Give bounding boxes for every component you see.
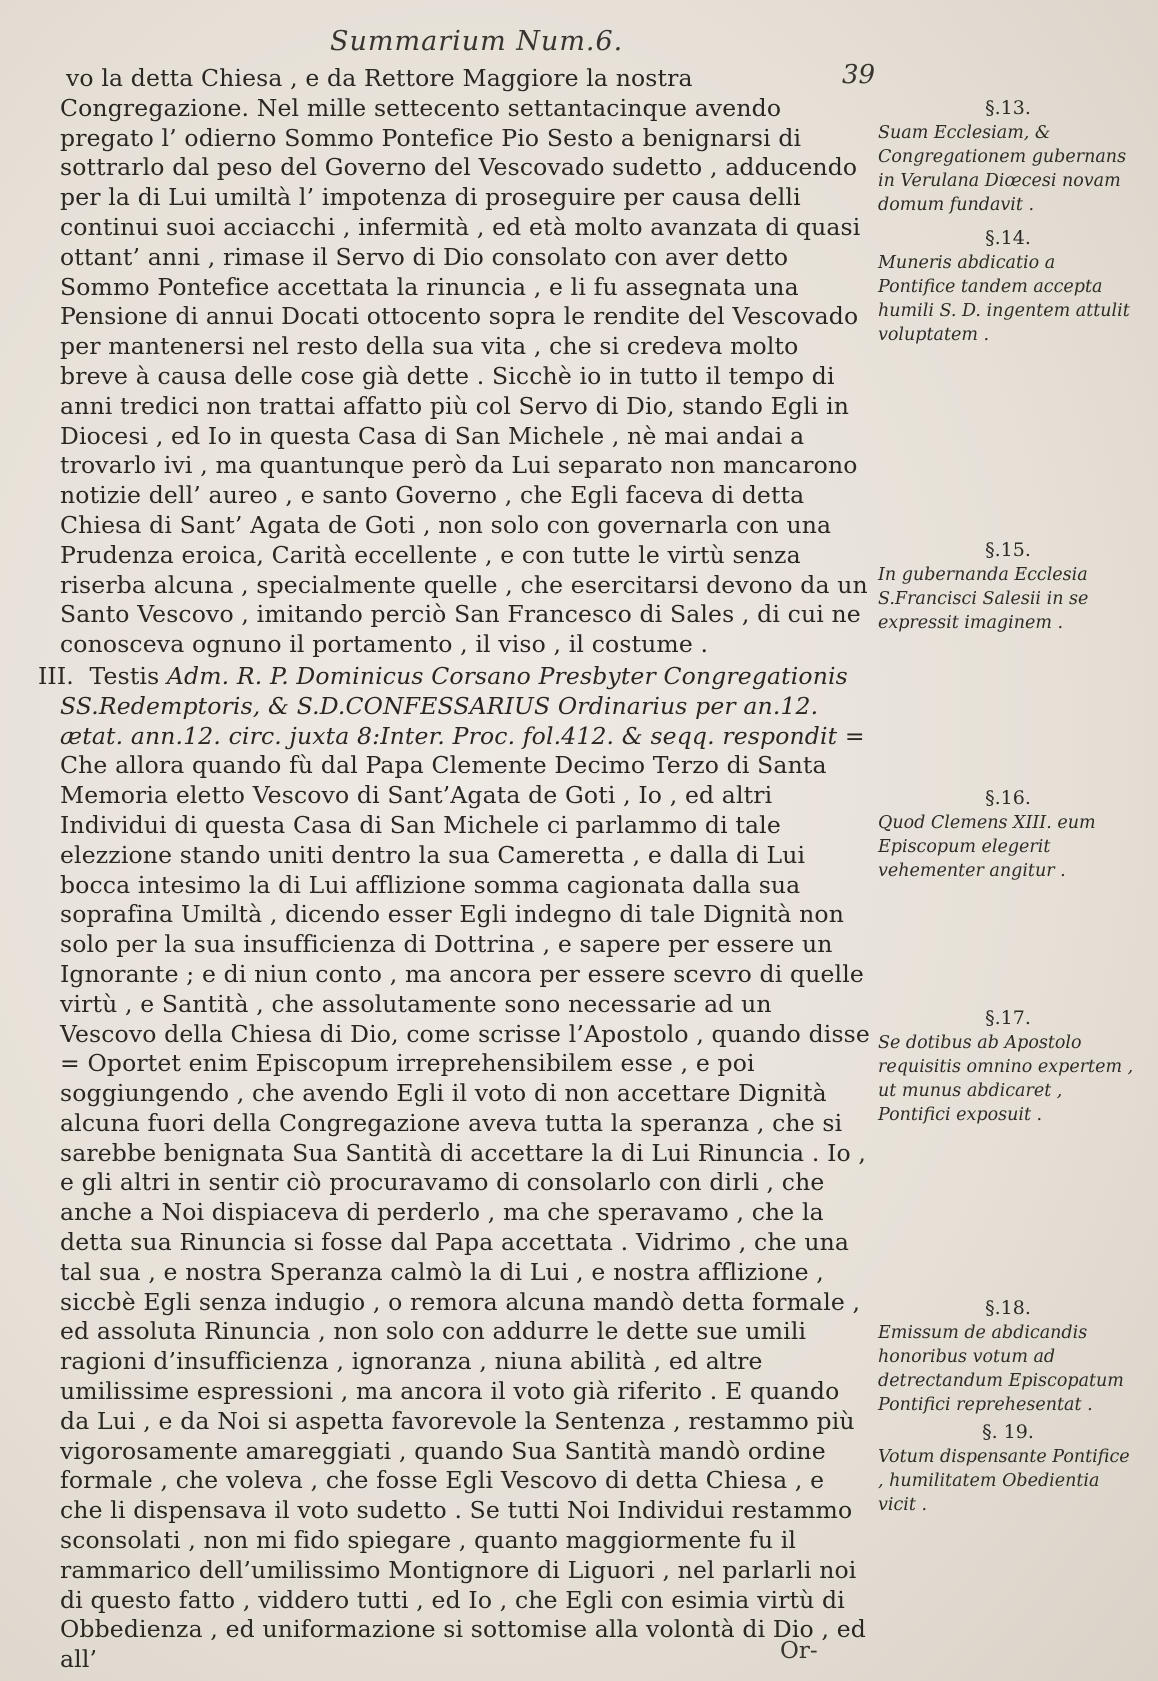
paragraph-1: vo la detta Chiesa , e da Rettore Maggiore la nostra Congregazione. Nel mille settecento settantacinque avendo pregato l’ odierno Sommo Pontefice Pio Sesto a benignarsi di sottrarlo dal peso del Governo del Vescovado sudetto , adducendo per la di Lui umiltà l’ impotenza di proseguire per causa delli continui suoi acciacchi , infermità , ed età molto avanzata di quasi ottant’ anni , rimase il Servo di Dio consolato con aver detto Sommo Pontefice accettata la rinuncia , e li fu assegnata una Pensione di annui Docati ottocento sopra le rendite del Vescovado per mantenersi nel resto della sua vita , che si credeva molto breve à causa delle cose già dette . Sicchè io in tutto il tempo di anni tredici non trattai affatto più col Servo di Dio, stando Egli in Diocesi , ed Io in questa Casa di San Michele , nè mai andai a trovarlo ivi , ma quantunque però da Lui separato non mancarono notizie dell’ aureo , e santo Governo , che Egli faceva di detta Chiesa di Sant’ Agata de Goti , non solo con governarla con una Prudenza eroica, Carità eccellente , e con tutte le virtù senza riserba alcuna , specialmente quelle , che esercitarsi devono da un Santo Vescovo , imitando perciò San Francesco di Sales , di cui ne conosceva ognuno il portamento , il viso , il costume . (60, 64, 868, 659)
margin-note-17 (878, 1006, 1138, 1127)
margin-note-text: Quod Clemens XIII. eum Episcopum elegerit vehementer angitur . (878, 813, 1096, 881)
margin-note-text: Emissum de abdicandis honoribus votum ad detrectandum Episcopatum Pontifici reprehesentat . (878, 1323, 1124, 1415)
testis-number: III. (38, 661, 74, 690)
testis-details: Adm. R. P. Dominicus Corsano Presbyter Congregationis SS.Redemptoris, & S.D.CONFESSARIUS Ordinarius per an.12. ætat. ann.12. circ. juxta 8:Inter. Proc. fol.412. & seqq. respondit = (60, 661, 865, 750)
margin-note-14 (878, 226, 1138, 347)
margin-section-number: §.14. (985, 227, 1031, 249)
margin-section-number: §. 19. (982, 1421, 1034, 1443)
margin-note-18 (878, 1296, 1138, 1417)
page-number: 39 (842, 60, 876, 90)
testis-heading (38, 661, 870, 751)
margin-note-text: Votum dispensante Pontifice , humilitatem Obedientia vicit . (878, 1447, 1130, 1515)
margin-note-text: Muneris abdicatio a Pontifice tandem accepta humili S. D. ingentem attulit voluptatem . (878, 253, 1130, 345)
margin-note-text: Se dotibus ab Apostolo requisitis omnino expertem , ut munus abdicaret , Pontifici exposuit . (878, 1033, 1134, 1125)
paragraph-2: Che allora quando fù dal Papa Clemente Decimo Terzo di Santa Memoria eletto Vescovo di Sant’Agata de Goti , Io , ed altri Individui di questa Casa di San Michele ci parlammo di tale elezzione stando uniti dentro la sua Cameretta , e dalla di Lui bocca intesimo la di Lui afflizione somma cagionata dalla sua soprafina Umiltà , dicendo esser Egli indegno di tale Dignità non solo per la sua insufficienza di Dottrina , e sapere per essere un Ignorante ; e di niun conto , ma ancora per essere scevro di quelle virtù , e Santità , che assolutamente sono necessarie ad un Vescovo della Chiesa di Dio, come scrisse l’Apostolo , quando disse = Oportet enim Episcopum irreprehensibilem esse , e poi soggiungendo , che avendo Egli il voto di non accettare Dignità alcuna fuori della Congregazione aveva tutta la speranza , che si sarebbe benignata Sua Santità di accettare la di Lui Rinuncia . Io , e gli altri in sentir ciò procuravamo di consolarlo con dirli , che anche a Noi dispiaceva di perderlo , ma che speravamo , che la detta sua Rinuncia si fosse dal Papa accettata . Vidrimo , che una tal sua , e nostra Speranza calmò la di Lui , e nostra afflizione , siccbè Egli senza indugio , o remora alcuna mandò detta formale , ed assoluta Rinuncia , non solo con addurre le dette sue umili ragioni d’insufficienza , ignoranza , niuna abilità , ed altre umilissime espressioni , ma ancora il voto già riferito . E quando da Lui , e da Noi si aspetta favorevole la Sentenza , restammo più vigorosamente amareggiati , quando Sua Santità mandò ordine formale , che voleva , che fosse Egli Vescovo di detta Chiesa , e che li dispensava il voto sudetto . Se tutti Noi Individui restammo sconsolati , non mi fido spiegare , quanto maggiormente fu il rammarico dell’umilissimo Montignore di Liguori , nel parlarli noi di questo fatto , viddero tutti , ed Io , che Egli con esimia virtù di Obbedienza , ed uniformazione si sottomise alla volontà di Dio , ed all’ (60, 751, 870, 1674)
catchword: Or- (780, 1638, 818, 1664)
main-text-column (38, 64, 870, 1675)
testis-word: Testis (89, 661, 160, 690)
margin-section-number: §.18. (985, 1297, 1031, 1319)
margin-section-number: §.16. (985, 787, 1031, 809)
margin-section-number: §.15. (985, 539, 1031, 561)
margin-note-16 (878, 786, 1138, 883)
margin-note-text: Suam Ecclesiam, & Congregationem gubernans in Verulana Diœcesi novam domum fundavit . (878, 123, 1127, 215)
margin-note-text: In gubernanda Ecclesia S.Francisci Salesii in se expressit imaginem . (878, 565, 1089, 633)
margin-section-number: §.17. (985, 1007, 1031, 1029)
margin-note-15 (878, 538, 1138, 635)
margin-section-number: §.13. (985, 97, 1031, 119)
margin-note-19 (878, 1420, 1138, 1517)
running-title: Summarium Num.6. (330, 26, 624, 57)
margin-note-13 (878, 96, 1138, 217)
